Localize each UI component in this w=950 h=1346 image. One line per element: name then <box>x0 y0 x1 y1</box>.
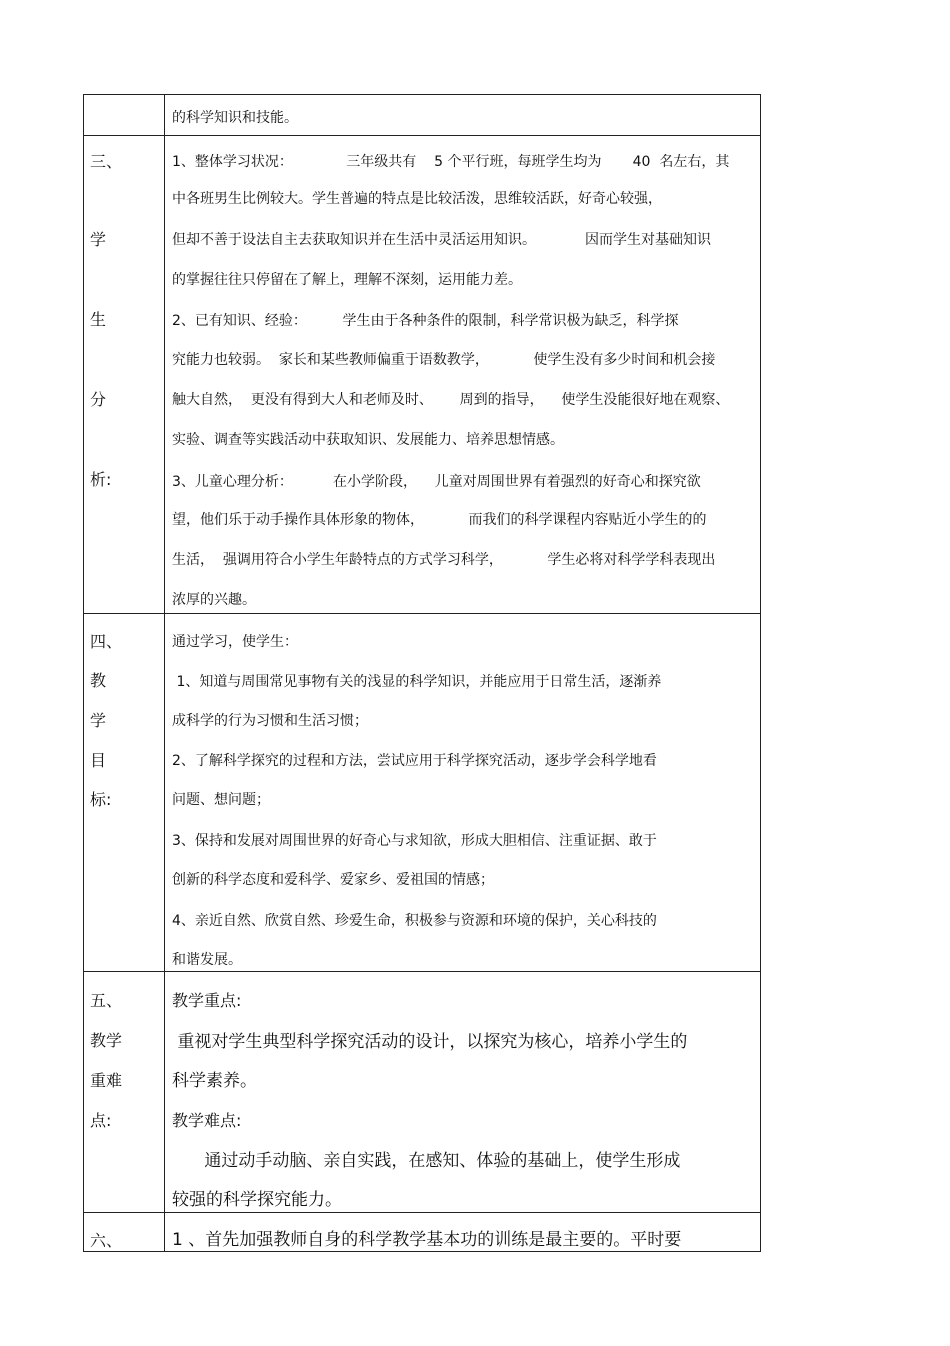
sec4-line-8: 和谐发展。 <box>172 952 242 968</box>
sec3-line-8: 3、儿童心理分析： 在小学阶段， 儿童对周围世界有着强烈的好奇心和探究欲 <box>172 474 701 490</box>
sec5-head-2: 重难 <box>90 1071 123 1090</box>
sec3-line-2: 但却不善于设法自主去获取知识并在生活中灵活运用知识。 因而学生对基础知识 <box>172 232 711 248</box>
sec4-line-5: 3、保持和发展对周围世界的好奇心与求知欲，形成大胆相信、注重证据、敢于 <box>172 833 657 849</box>
sec6-line-0: 1 、首先加强教师自身的科学教学基本功的训练是最主要的。平时要 <box>172 1230 682 1250</box>
sec3-line-7: 实验、调查等实践活动中获取知识、发展能力、培养思想情感。 <box>172 432 564 448</box>
sec6-head-0: 六、 <box>90 1231 123 1250</box>
sec5-line-0: 教学重点: <box>172 991 242 1010</box>
sec3-line-9: 望，他们乐于动手操作具体形象的物体， 而我们的科学课程内容贴近小学生的的 <box>172 512 707 528</box>
sec4-head-3: 目 <box>90 751 107 770</box>
table-border-left <box>83 94 84 1252</box>
sec3-line-4: 2、已有知识、经验： 学生由于各种条件的限制，科学常识极为缺乏，科学探 <box>172 313 679 329</box>
sec4-head-2: 学 <box>90 711 107 730</box>
sec4-line-7: 4、亲近自然、欣赏自然、珍爱生命，积极参与资源和环境的保护，关心科技的 <box>172 913 657 929</box>
sec5-head-3: 点: <box>90 1111 112 1130</box>
sec4-head-0: 四、 <box>90 632 123 651</box>
sec5-line-3: 教学难点: <box>172 1111 242 1130</box>
sec5-line-1: 重视对学生典型科学探究活动的设计，以探究为核心，培养小学生的 <box>172 1032 688 1052</box>
sec3-head-4: 析: <box>90 470 112 489</box>
sec5-line-4: 通过动手动脑、亲自实践，在感知、体验的基础上，使学生形成 <box>172 1151 681 1171</box>
table-border-bottom <box>83 1251 760 1252</box>
sec3-line-6: 触大自然， 更没有得到大人和老师及时、 周到的指导， 使学生没能很好地在观察、 <box>172 392 730 408</box>
sec5-head-1: 教学 <box>90 1031 123 1050</box>
sec4-line-1: 1、知道与周围常见事物有关的浅显的科学知识，并能应用于日常生活，逐渐养 <box>172 674 662 690</box>
row-divider-1 <box>83 135 760 136</box>
table-border-top <box>83 94 760 95</box>
sec5-head-0: 五、 <box>90 991 123 1010</box>
sec3-head-2: 生 <box>90 310 107 329</box>
sec3-line-3: 的掌握往往只停留在了解上，理解不深刻，运用能力差。 <box>172 272 522 288</box>
sec3-line-0: 1、整体学习状况： 三年级共有 5 个平行班，每班学生均为 40 名左右，其 <box>172 154 730 170</box>
sec3-line-11: 浓厚的兴趣。 <box>172 592 256 608</box>
sec3-head-3: 分 <box>90 390 107 409</box>
sec3-head-0: 三、 <box>90 152 123 171</box>
row-divider-4 <box>83 1212 760 1213</box>
sec3-line-10: 生活， 强调用符合小学生年龄特点的方式学习科学， 学生必将对科学学科表现出 <box>172 552 716 568</box>
top-row-text: 的科学知识和技能。 <box>172 110 298 126</box>
sec4-line-3: 2、了解科学探究的过程和方法，尝试应用于科学探究活动，逐步学会科学地看 <box>172 753 657 769</box>
sec3-line-1: 中各班男生比例较大。学生普遍的特点是比较活泼，思维较活跃，好奇心较强， <box>172 191 662 207</box>
column-divider <box>164 94 165 1252</box>
sec4-line-2: 成科学的行为习惯和生活习惯； <box>172 713 368 729</box>
table-border-right <box>760 94 761 1252</box>
sec4-line-6: 创新的科学态度和爱科学、爱家乡、爱祖国的情感； <box>172 872 494 888</box>
sec3-head-1: 学 <box>90 230 107 249</box>
sec3-line-5: 究能力也较弱。 家长和某些教师偏重于语数教学， 使学生没有多少时间和机会接 <box>172 352 716 368</box>
sec5-line-2: 科学素养。 <box>172 1071 257 1091</box>
sec4-head-4: 标: <box>90 790 112 809</box>
sec5-line-5: 较强的科学探究能力。 <box>172 1190 342 1210</box>
sec4-line-4: 问题、想问题； <box>172 792 270 808</box>
row-divider-2 <box>83 613 760 614</box>
sec4-head-1: 教 <box>90 671 107 690</box>
row-divider-3 <box>83 971 760 972</box>
sec4-line-0: 通过学习，使学生： <box>172 634 298 650</box>
